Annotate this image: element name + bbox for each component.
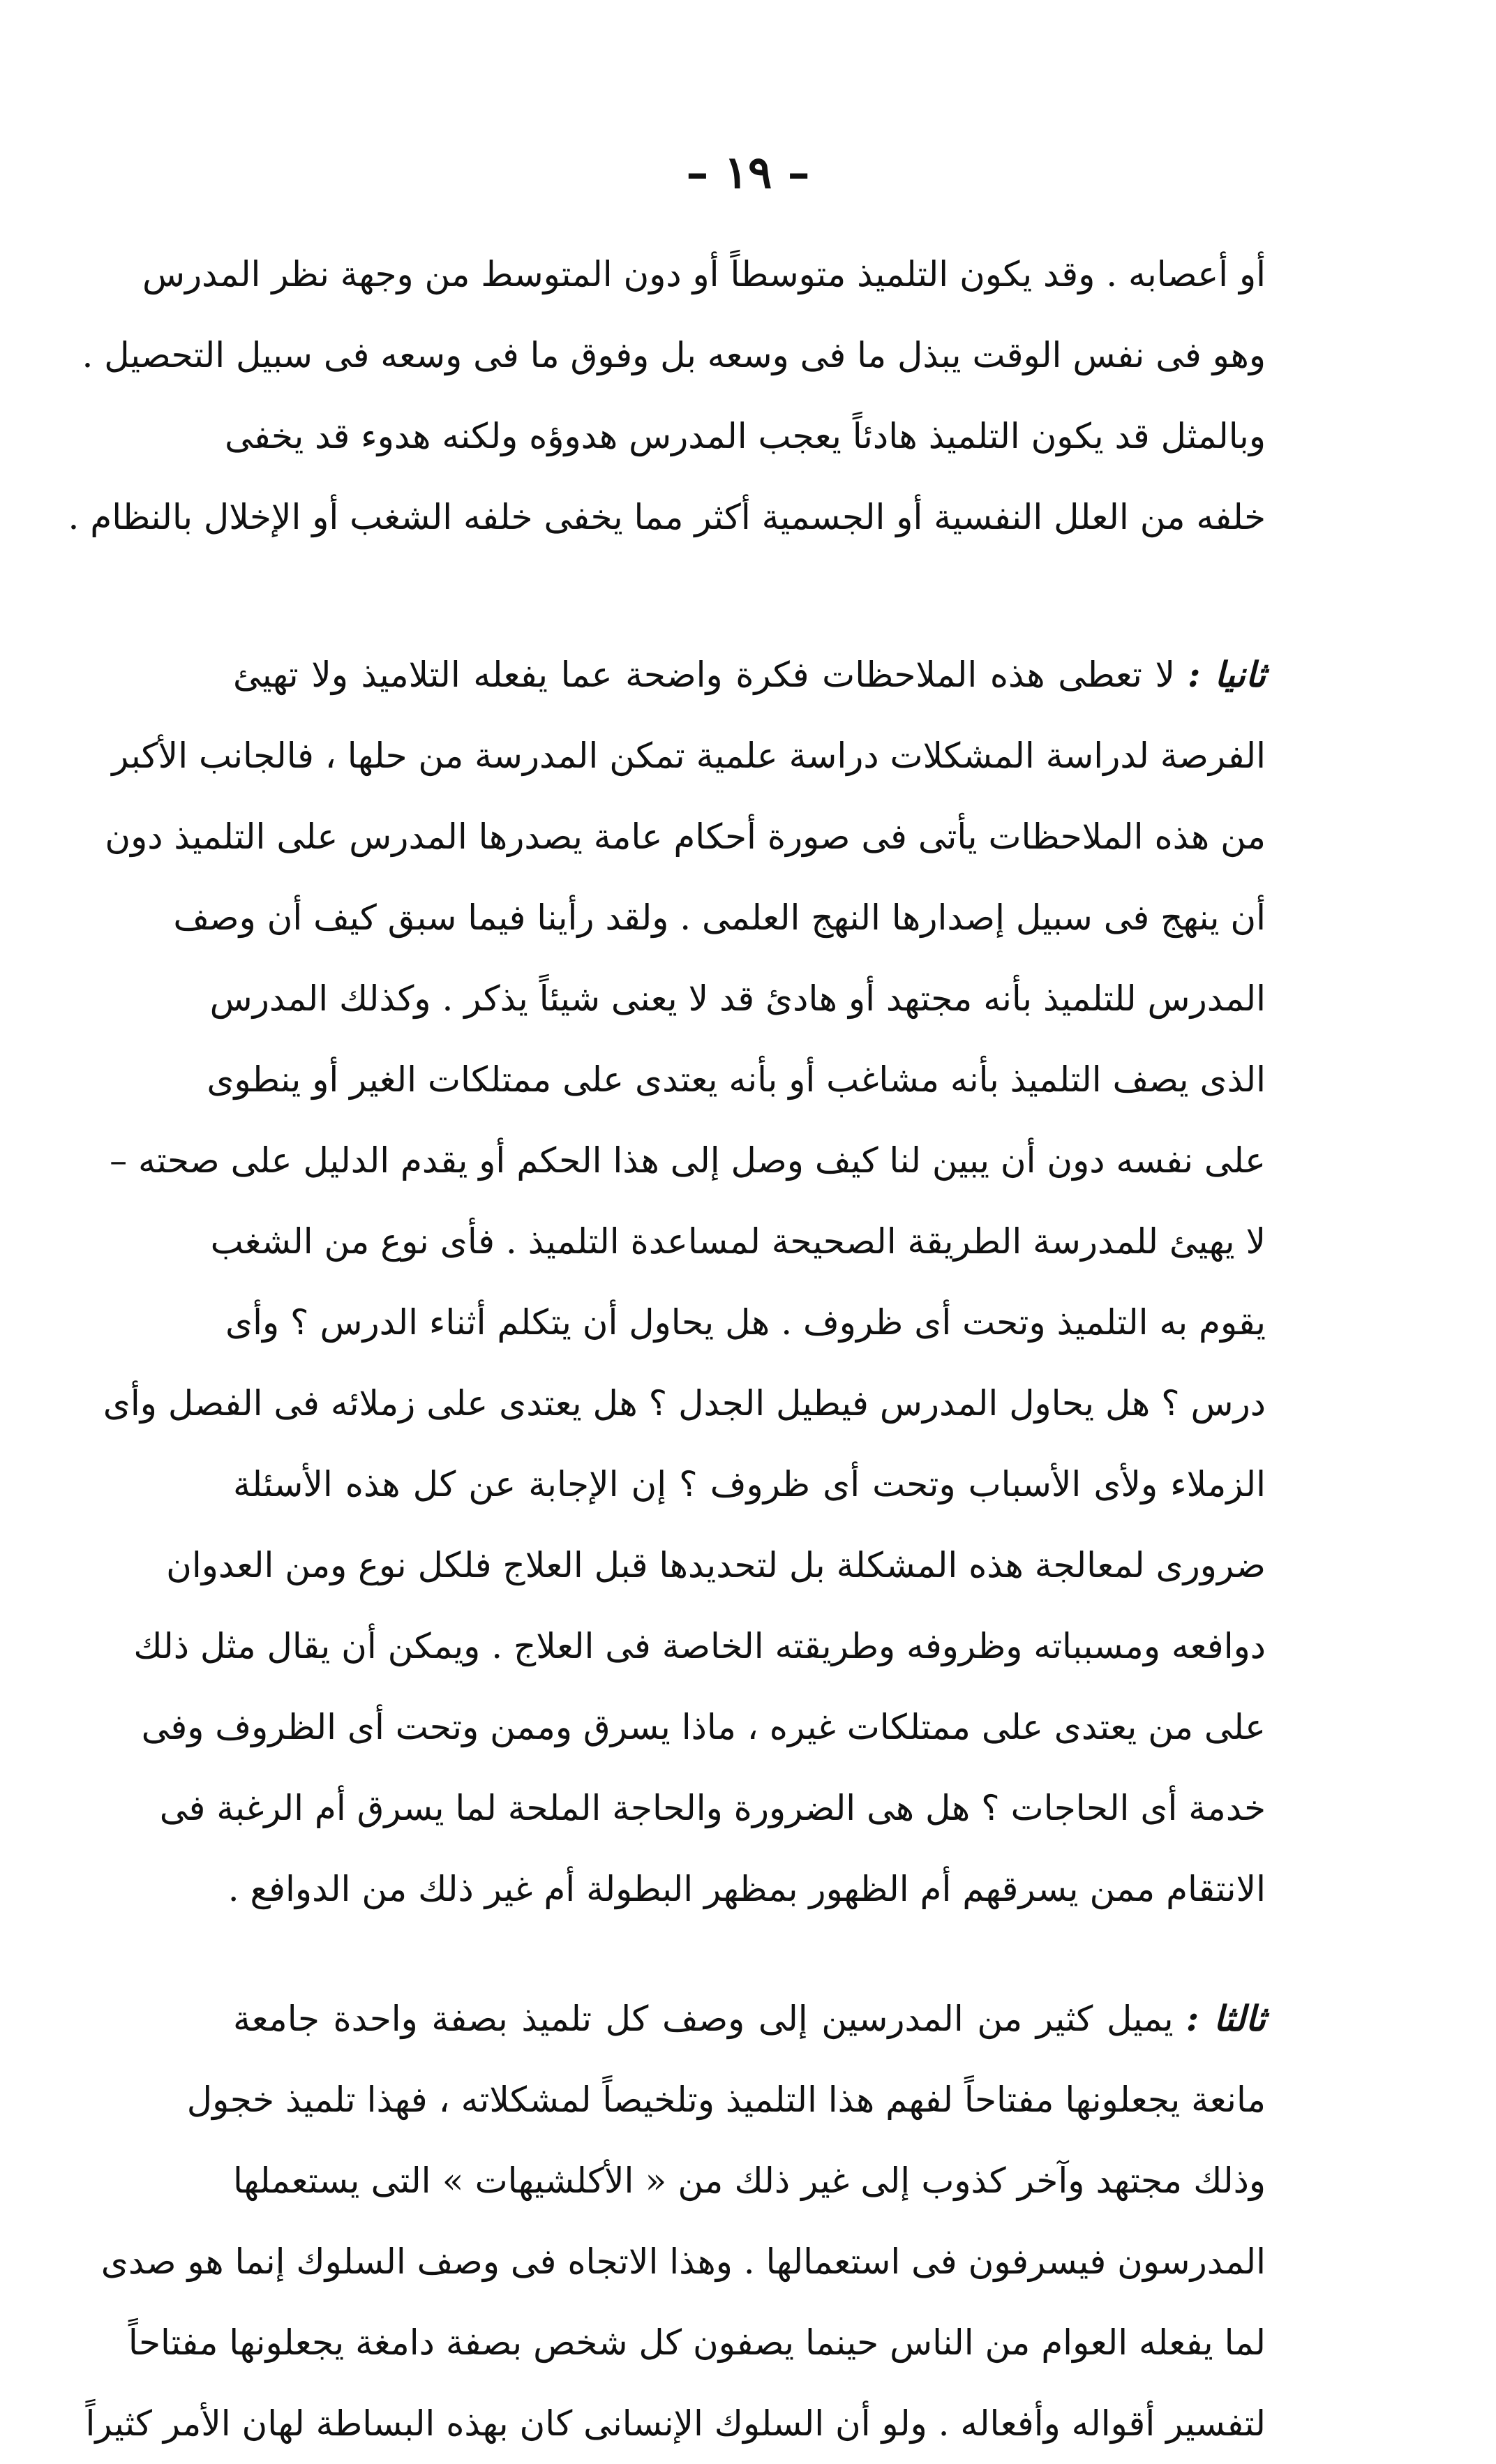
paragraph-secondly <box>103 634 1266 1929</box>
section-label-thirdly: ثالثا : <box>1185 1998 1266 2039</box>
text-line: الزملاء ولأى الأسباب وتحت أى ظروف ؟ إن الإجابة عن كل هذه الأسئلة <box>233 1464 1266 1504</box>
text-line: لتفسير أقواله وأفعاله . ولو أن السلوك الإنسانى كان بهذه البساطة لهان الأمر كثيراً <box>85 2403 1266 2444</box>
text-line: المدرس للتلميذ بأنه مجتهد أو هادئ قد لا يعنى شيئاً يذكر . وكذلك المدرس <box>209 978 1266 1019</box>
text-line: درس ؟ هل يحاول المدرس فيطيل الجدل ؟ هل يعتدى على زملائه فى الفصل وأى <box>103 1383 1266 1424</box>
text-line: أو أعصابه . وقد يكون التلميذ متوسطاً أو دون المتوسط من وجهة نظر المدرس <box>142 254 1266 294</box>
text-line: لما يفعله العوام من الناس حينما يصفون كل شخص بصفة دامغة يجعلونها مفتاحاً <box>128 2322 1266 2363</box>
text-line: لا يهيئ للمدرسة الطريقة الصحيحة لمساعدة التلميذ . فأى نوع من الشغب <box>210 1221 1266 1262</box>
paragraph-thirdly <box>85 1978 1266 2464</box>
text-line: على نفسه دون أن يبين لنا كيف وصل إلى هذا الحكم أو يقدم الدليل على صحته – <box>110 1140 1266 1181</box>
text-line: على من يعتدى على ممتلكات غيره ، ماذا يسرق وممن وتحت أى الظروف وفى <box>141 1707 1266 1747</box>
text-line: خلفه من العلل النفسية أو الجسمية أكثر مما يخفى خلفه الشغب أو الإخلال بالنظام . <box>68 497 1266 537</box>
text-line: الذى يصف التلميذ بأنه مشاغب أو بأنه يعتدى على ممتلكات الغير أو ينطوى <box>207 1059 1266 1100</box>
text-line: الانتقام ممن يسرقهم أم الظهور بمظهر البطولة أم غير ذلك من الدوافع . <box>227 1869 1266 1909</box>
paragraph-intro-continuation <box>82 234 1266 396</box>
text-line-with-label <box>233 634 1266 715</box>
text-line: يميل كثير من المدرسين إلى وصف كل تلميذ بصفة واحدة جامعة <box>233 1999 1174 2039</box>
text-line: المدرسون فيسرفون فى استعمالها . وهذا الاتجاه فى وصف السلوك إنما هو صدى <box>100 2241 1266 2282</box>
text-line: لا تعطى هذه الملاحظات فكرة واضحة عما يفعله التلاميذ ولا تهيئ <box>233 655 1176 695</box>
section-label-secondly: ثانيا : <box>1188 654 1266 695</box>
text-line: الفرصة لدراسة المشكلات دراسة علمية تمكن المدرسة من حلها ، فالجانب الأكبر <box>112 736 1266 776</box>
text-line: من هذه الملاحظات يأتى فى صورة أحكام عامة يصدرها المدرس على التلميذ دون <box>105 816 1266 857</box>
text-line: وذلك مجتهد وآخر كذوب إلى غير ذلك من « الأكلشيهات » التى يستعملها <box>233 2160 1266 2201</box>
text-line-with-label <box>233 1978 1266 2059</box>
text-line: وهو فى نفس الوقت يبذل ما فى وسعه بل وفوق ما فى وسعه فى سبيل التحصيل . <box>82 335 1266 375</box>
text-line: مانعة يجعلونها مفتاحاً لفهم هذا التلميذ وتلخيصاً لمشكلاته ، فهذا تلميذ خجول <box>186 2080 1266 2120</box>
text-line: وبالمثل قد يكون التلميذ هادئاً يعجب المدرس هدوؤه ولكنه هدوء قد يخفى <box>225 416 1266 456</box>
text-line: دوافعه ومسبباته وظروفه وطريقته الخاصة فى العلاج . ويمكن أن يقال مثل ذلك <box>133 1626 1266 1666</box>
text-line: خدمة أى الحاجات ؟ هل هى الضرورة والحاجة الملحة لما يسرق أم الرغبة فى <box>159 1788 1266 1828</box>
paragraph-calm-pupil <box>68 396 1266 558</box>
text-line: يقوم به التلميذ وتحت أى ظروف . هل يحاول أن يتكلم أثناء الدرس ؟ وأى <box>225 1302 1266 1343</box>
body-text <box>68 234 1266 2464</box>
page-number: – ١٩ – <box>686 147 810 199</box>
text-line: أن ينهج فى سبيل إصدارها النهج العلمى . ولقد رأينا فيما سبق كيف أن وصف <box>173 897 1266 938</box>
text-line: ضرورى لمعالجة هذه المشكلة بل لتحديدها قبل العلاج فلكل نوع ومن العدوان <box>166 1545 1266 1585</box>
